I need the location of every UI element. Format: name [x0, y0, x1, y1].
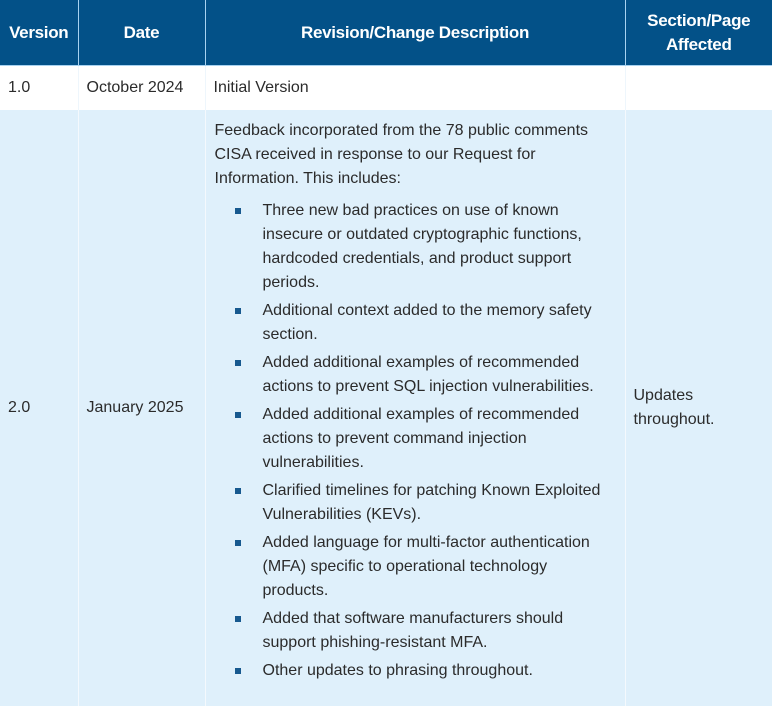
table-row — [0, 110, 772, 706]
square-bullet-icon — [235, 668, 241, 674]
list-item: Added that software manufacturers should support phishing-resistant MFA. — [215, 607, 617, 655]
section-cell — [625, 66, 772, 111]
square-bullet-icon — [235, 540, 241, 546]
change-list — [215, 199, 617, 683]
square-bullet-icon — [235, 616, 241, 622]
header-version: Version — [0, 0, 78, 66]
header-row — [0, 0, 772, 66]
list-item: Added additional examples of recommended actions to prevent SQL injection vulnerabilities. — [215, 351, 617, 399]
list-item: Other updates to phrasing throughout. — [215, 659, 617, 683]
square-bullet-icon — [235, 488, 241, 494]
header-section: Section/Page Affected — [625, 0, 772, 66]
description-cell: Initial Version — [205, 66, 625, 111]
square-bullet-icon — [235, 208, 241, 214]
list-item: Three new bad practices on use of known insecure or outdated cryptographic functions, hardcoded credentials, and product support periods. — [215, 199, 617, 295]
list-item: Clarified timelines for patching Known Exploited Vulnerabilities (KEVs). — [215, 479, 617, 527]
header-date: Date — [78, 0, 205, 66]
description-intro: Feedback incorporated from the 78 public comments CISA received in response to our Request for Information. This includes: — [214, 122, 589, 187]
description-cell — [205, 110, 625, 706]
list-item: Added additional examples of recommended actions to prevent command injection vulnerabilities. — [215, 403, 617, 475]
table-row — [0, 66, 772, 111]
date-cell: October 2024 — [78, 66, 205, 111]
version-cell: 2.0 — [0, 110, 78, 706]
version-cell: 1.0 — [0, 66, 78, 111]
list-item: Additional context added to the memory safety section. — [215, 299, 617, 347]
list-item: Added language for multi-factor authentication (MFA) specific to operational technology products. — [215, 531, 617, 603]
square-bullet-icon — [235, 360, 241, 366]
section-cell: Updates throughout. — [625, 110, 772, 706]
square-bullet-icon — [235, 308, 241, 314]
date-cell: January 2025 — [78, 110, 205, 706]
header-description: Revision/Change Description — [205, 0, 625, 66]
square-bullet-icon — [235, 412, 241, 418]
